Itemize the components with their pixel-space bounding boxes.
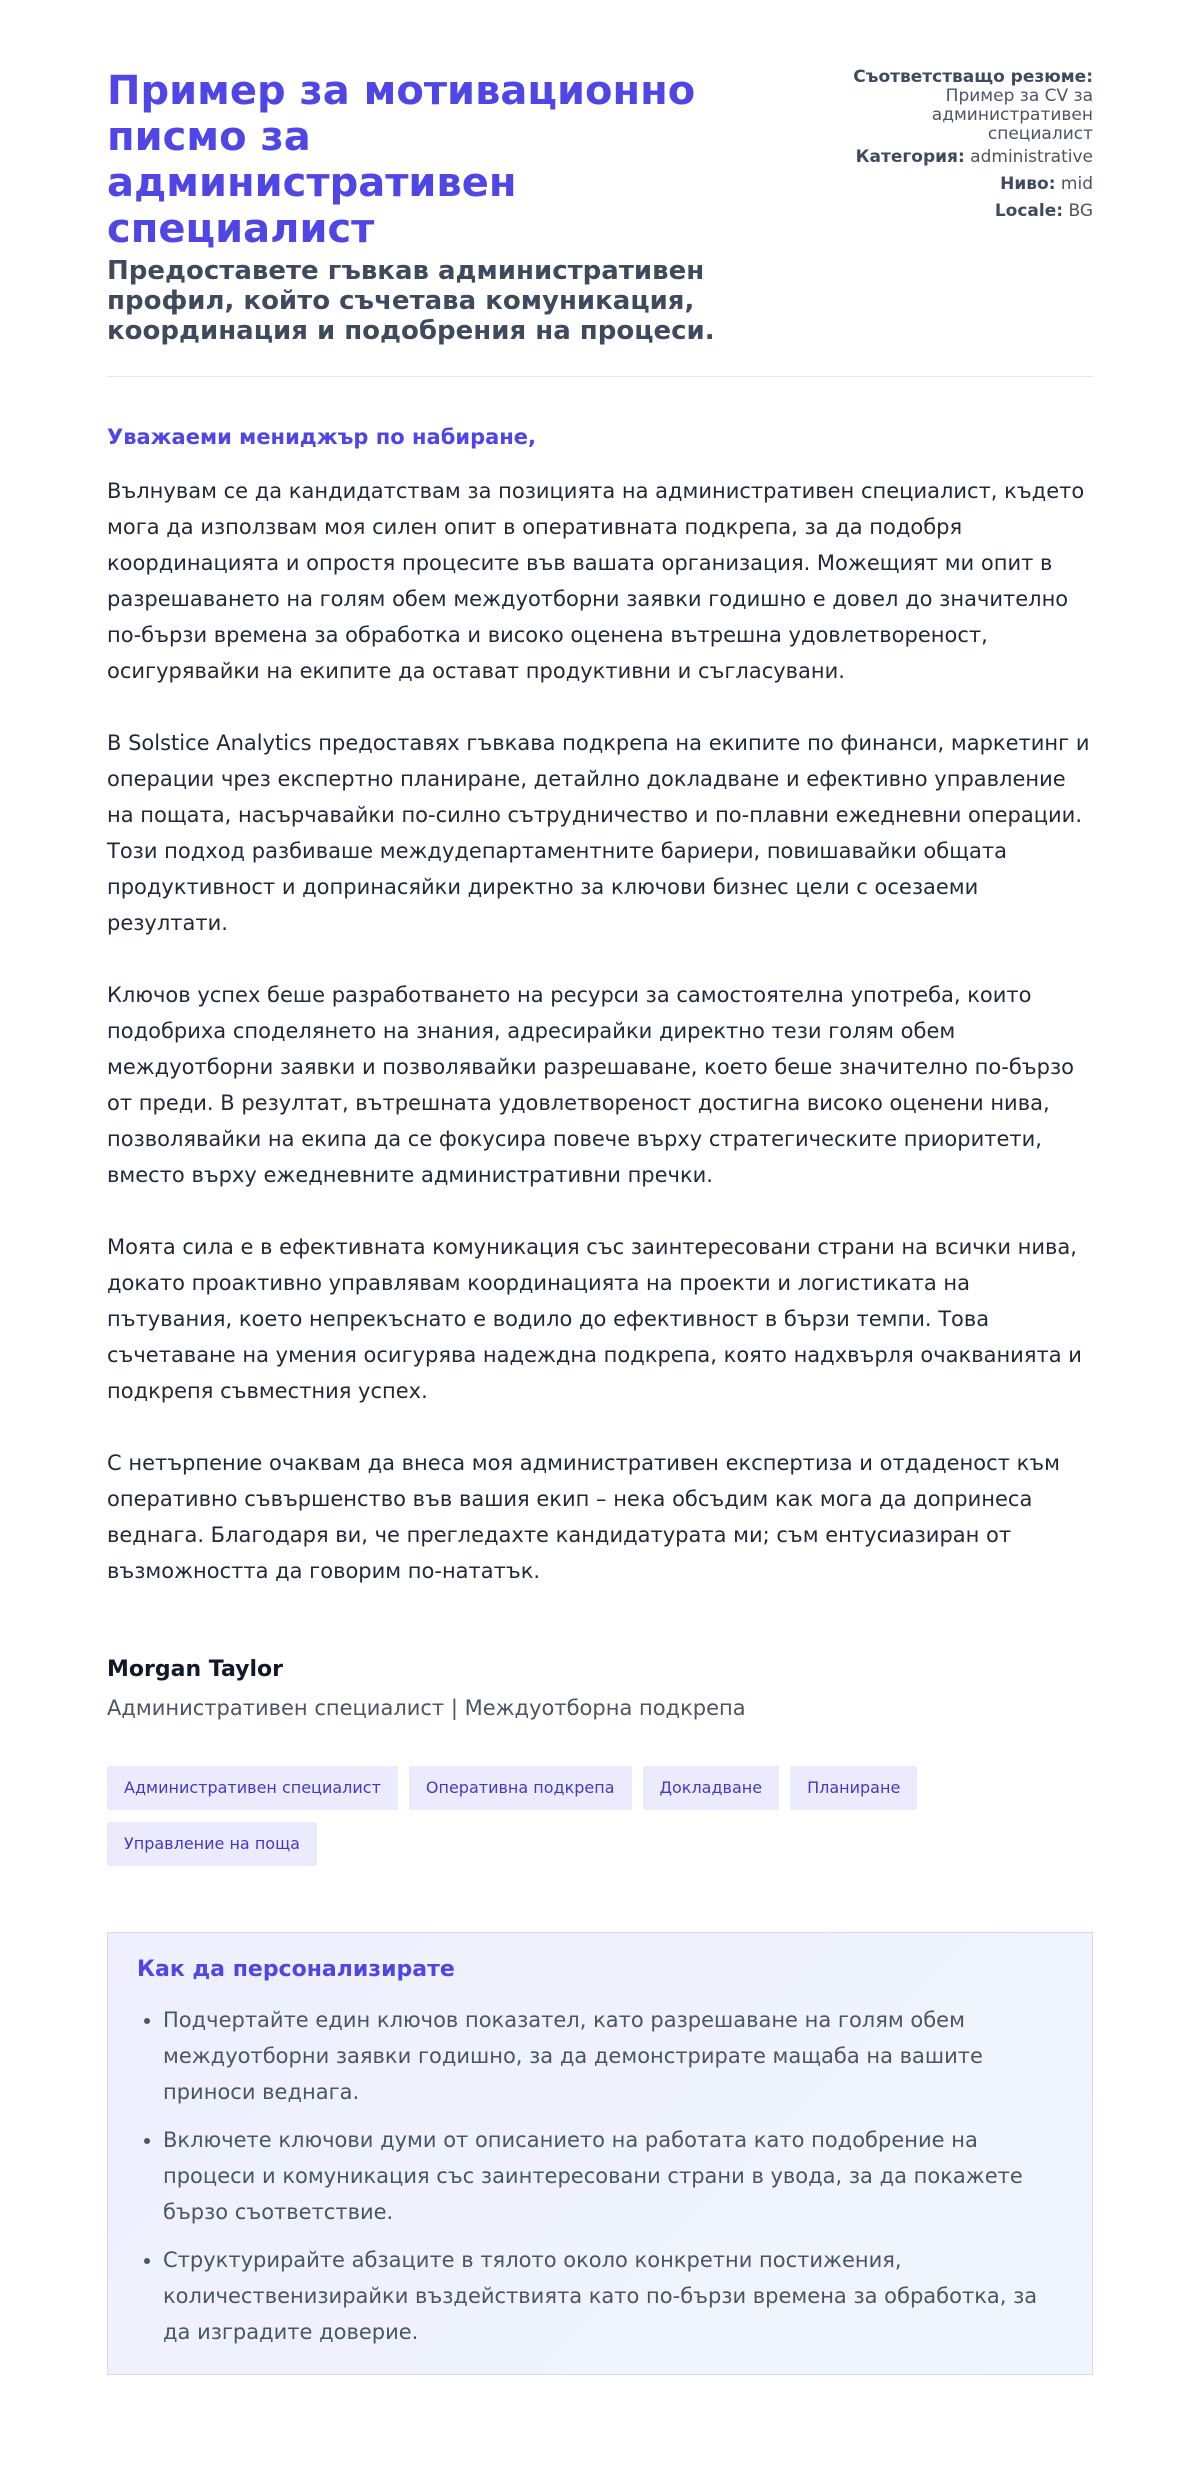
signature-role: Административен специалист | Междуотборна подкрепа [107, 1696, 746, 1720]
page-subtitle: Предоставете гъвкав административен профил, който съчетава комуникация, координация и подобрения на процеси. [107, 256, 715, 346]
page-header [107, 68, 1093, 346]
letter-paragraph: В Solstice Analytics предоставях гъвкава подкрепа на екипите по финанси, маркетинг и операции чрез експертно планиране, детайлно докладване и ефективно управление на пощата, насърчавайки по-силно сътрудничество и по-плавни ежедневни операции. Този подход разбиваше междудепартаментните бариери, повишавайки общата продуктивност и допринасяйки директно за ключови бизнес цели с осезаеми резултати. [107, 731, 1090, 935]
letter-paragraph: Моята сила е в ефективната комуникация със заинтересовани страни на всички нива, докато проактивно управлявам координацията на проекти и логистиката на пътувания, което непрекъснато е водило до ефективност в бързи темпи. Това съчетаване на умения осигурява надеждна подкрепа, която надхвърля очакванията и подкрепя съвместния успех. [107, 1235, 1082, 1403]
tips-list-item: • Подчертайте един ключов показател, като разрешаване на голям обем междуотборни заявки годишно, за да демонстрирате мащаба на вашите приноси веднага. [163, 2002, 1063, 2110]
meta-category-label: Категория: [855, 147, 965, 167]
tag-chip[interactable]: Планиране [790, 1766, 917, 1810]
title-block [107, 68, 727, 346]
tag-chip[interactable]: Оперативна подкрепа [409, 1766, 632, 1810]
letter-paragraph: Вълнувам се да кандидатствам за позицията на административен специалист, където мога да използвам моя силен опит в оперативната подкрепа, за да подобря координацията и опростя процесите във вашата организация. Можещият ми опит в разрешаването на голям обем междуотборни заявки годишно е довел до значително по-бързи времена за обработка и високо оценена вътрешна удовлетвореност, осигурявайки на екипите да остават продуктивни и съгласувани. [107, 479, 1085, 683]
meta-locale [793, 202, 1093, 221]
meta-resume-label: Съответстващо резюме: [853, 67, 1093, 87]
meta-level-value: mid [1060, 174, 1093, 194]
tag-chip[interactable]: Административен специалист [107, 1766, 398, 1810]
meta-resume-link[interactable]: Пример за CV за административен специалист [931, 86, 1093, 144]
meta-level [793, 175, 1093, 194]
meta-resume [793, 68, 1093, 144]
tag-chip[interactable]: Докладване [643, 1766, 780, 1810]
meta-locale-value: BG [1068, 201, 1093, 221]
personalize-tips-box [107, 1932, 1093, 2375]
tag-list [107, 1766, 1007, 1866]
letter-salutation: Уважаеми мениджър по набиране, [107, 425, 537, 449]
meta-category [793, 148, 1093, 167]
page-title: Пример за мотивационно писмо за административен специалист [107, 68, 696, 252]
tips-list-item: • Включете ключови думи от описанието на работата като подобрение на процеси и комуникация със заинтересовани страни в увода, за да покажете бързо съответствие. [163, 2122, 1063, 2230]
letter-paragraph: С нетърпение очаквам да внеса моя административен експертиза и отдаденост към оперативно съвършенство във вашия екип – нека обсъдим как мога да допринеса веднага. Благодаря ви, че прегледахте кандидатурата ми; съм ентусиазиран от възможността да говорим по-нататък. [107, 1451, 1060, 1583]
tips-title: Как да персонализирате [137, 1957, 455, 1982]
meta-locale-label: Locale: [994, 201, 1064, 221]
tag-chip[interactable]: Управление на поща [107, 1822, 317, 1866]
meta-panel [793, 68, 1093, 229]
letter-body [107, 473, 1093, 1589]
signature-name: Morgan Taylor [107, 1657, 283, 1682]
meta-level-label: Ниво: [1000, 174, 1056, 194]
header-divider [107, 376, 1093, 377]
letter-paragraph: Ключов успех беше разработването на ресурси за самостоятелна употреба, които подобриха споделянето на знания, адресирайки директно тези голям обем междуотборни заявки и позволявайки разрешаване, което беше значително по-бързо от преди. В резултат, вътрешната удовлетвореност достигна високо оценени нива, позволявайки на екипа да се фокусира повече върху стратегическите приоритети, вместо върху ежедневните административни пречки. [107, 983, 1074, 1187]
tips-list-item: • Структурирайте абзаците в тялото около конкретни постижения, количественизирайки въздействията като по-бързи времена за обработка, за да изградите доверие. [163, 2242, 1063, 2350]
meta-category-value: administrative [970, 147, 1093, 167]
tips-list [137, 2002, 1063, 2350]
